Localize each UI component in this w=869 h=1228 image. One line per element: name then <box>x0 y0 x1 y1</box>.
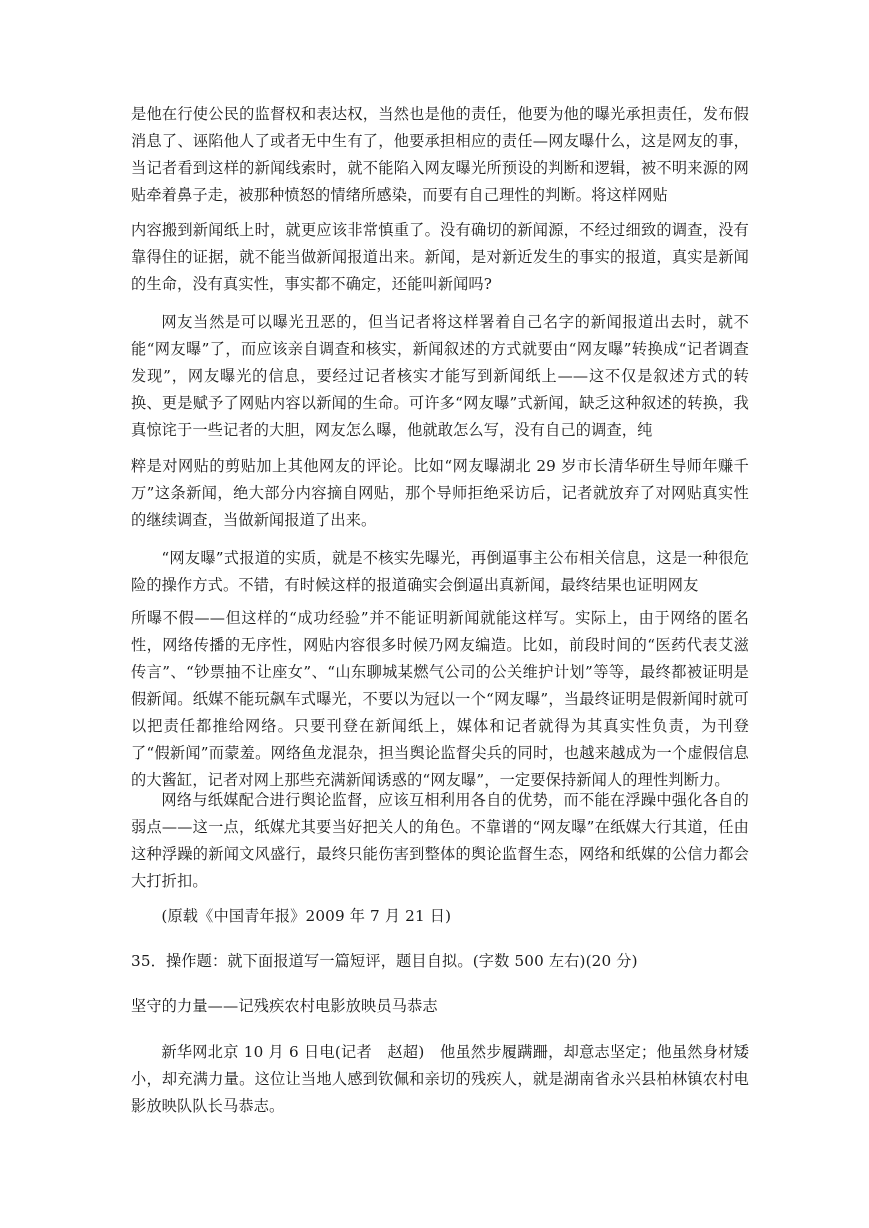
source-citation: (原载《中国青年报》2009 年 7 月 21 日) <box>161 907 452 925</box>
paragraph-reporter-verify: 网友当然是可以曝光丑恶的，但当记者将这样署着自己名字的新闻报道出去时，就不能“网友曝”了，而应该亲自调查和核实，新闻叙述的方式就要由“网友曝”转换成“记者调查发现”，网友曝光的信息，要经过记者核实才能写到新闻纸上——这不仅是叙述方式的转换、更是赋予了网贴内容以新闻的生命。可许多“网友曝”式新闻，缺乏这种叙述的转换，我真惊诧于一些记者的大胆，网友怎么曝，他就敢怎么写，没有自己的调查，纯 <box>131 313 749 439</box>
paragraph-network-print: 网络与纸媒配合进行舆论监督，应该互相利用各自的优势，而不能在浮躁中强化各自的弱点——这一点，纸媒尤其要当好把关人的角色。不靠谱的“网友曝”在纸媒大行其道，任由这种浮躁的新闻文风盛行，最终只能伤害到整体的舆论监督生态，网络和纸媒的公信力都会大打折扣。 <box>131 791 749 890</box>
report-lead: 新华网北京 10 月 6 日电(记者 赵超) 他虽然步履蹒跚，却意志坚定；他虽然身材矮小，却充满力量。这位让当地人感到钦佩和亲切的残疾人，就是湖南省永兴县柏林镇农村电影放映队队长马恭志。 <box>131 1043 749 1115</box>
paragraph-continuation-2: 内容搬到新闻纸上时，就更应该非常慎重了。没有确切的新闻源，不经过细致的调查，没有靠得住的证据，就不能当做新闻报道出来。新闻，是对新近发生的事实的报道，真实是新闻的生命，没有真实性，事实都不确定，还能叫新闻吗? <box>131 221 749 293</box>
paragraph-continuation-1: 是他在行使公民的监督权和表达权，当然也是他的责任，他要为他的曝光承担责任，发布假消息了、诬陷他人了或者无中生有了，他要承担相应的责任—网友曝什么，这是网友的事，当记者看到这样的新闻线索时，就不能陷入网友曝光所预设的判断和逻辑，被不明来源的网贴牵着鼻子走，被那种愤怒的情绪所感染，而要有自己理性的判断。将这样网贴 <box>131 105 749 204</box>
report-title: 坚守的力量——记残疾农村电影放映员马恭志 <box>131 997 438 1015</box>
paragraph-continuation-3: 粹是对网贴的剪贴加上其他网友的评论。比如“网友曝湖北 29 岁市长清华研生导师年赚千万”这条新闻，绝大部分内容摘自网贴，那个导师拒绝采访后，记者就放弃了对网贴真实性的继续调查，当做新闻报道了出来。 <box>131 457 749 529</box>
paragraph-essence: “网友曝”式报道的实质，就是不核实先曝光，再倒逼事主公布相关信息，这是一种很危险的操作方式。不错，有时候这样的报道确实会倒逼出真新闻，最终结果也证明网友 <box>131 549 749 594</box>
paragraph-continuation-4: 所曝不假——但这样的“成功经验”并不能证明新闻就能这样写。实际上，由于网络的匿名性，网络传播的无序性，网贴内容很多时候乃网友编造。比如，前段时间的“医药代表艾滋传言”、“钞票抽不让座女”、“山东聊城某燃气公司的公关维护计划”等等，最终都被证明是假新闻。纸媒不能玩飙车式曝光，不要以为冠以一个“网友曝”，当最终证明是假新闻时就可以把责任都推给网络。只要刊登在新闻纸上，媒体和记者就得为其真实性负责，为刊登了“假新闻”而蒙羞。网络鱼龙混杂，担当舆论监督尖兵的同时，也越来越成为一个虚假信息的大酱缸，记者对网上那些充满新闻诱惑的“网友曝”，一定要保持新闻人的理性判断力。 <box>131 609 749 789</box>
question-35: 35．操作题：就下面报道写一篇短评，题目自拟。(字数 500 左右)(20 分) <box>131 952 638 970</box>
